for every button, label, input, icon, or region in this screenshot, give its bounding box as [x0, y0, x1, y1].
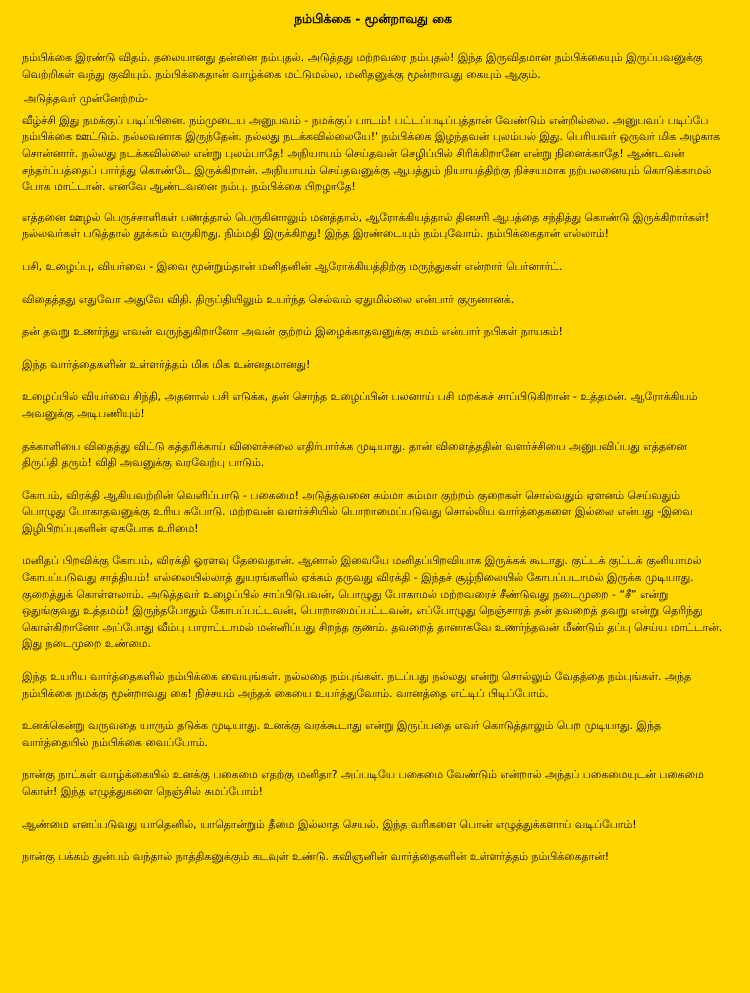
paragraph-3: பசி, உழைப்பு, வியர்வை - இவை மூன்றும்தான் மனிதனின் ஆரோக்கியத்திற்கு மருந்துகள் என்றார் பெர்னார்ட்.: [22, 259, 563, 273]
paragraph-4: விதைத்தது எதுவோ அதுவே விதி. திருப்தியிலும் உயர்ந்த செல்வம் ஏதுமில்லை என்பார் குருனானக்.: [22, 292, 515, 306]
paragraph-7: உழைப்பில் வியர்வை சிந்தி, அதனால் பசி எடுக்க, தன் சொந்த உழைப்பின் பலனாய் பசி மறக்கச் சாப்பிடுகிறான் - உத்தமன். ஆரோக்கியம் அவனுக்கு அடிபணியும்!: [22, 390, 698, 420]
page-title: நம்பிக்கை - மூன்றாவது கை: [294, 11, 452, 26]
paragraph-1: வீழ்ச்சி இது நமக்குப் படிப்பினை. நம்முடைய அனுபவம் - நமக்குப் பாடம்! பட்டப்படிப்புத்தான் வேண்டும் என்றில்லை. அனுபவப் படிப்பே நம்பிக்கை ஊட்டும். நல்லவனாக இருந்தேன். நல்லது நடக்கவில்லையே!' நம்பிக்கை இழந்தவன் புலம்பல் இது. பெரியவர் ஒருவர் மிக அழகாக சொன்னார். நல்லது நடக்கவில்லை என்று புலம்பாதே! அநியாயம் செய்தவன் செழிப்பில் சிரிக்கிறானே என்று நினைக்காதே! ஆண்டவன் சந்தர்ப்பத்தைப் பார்த்து கொண்டே இருக்கிறான். அநியாயம் செய்தவனுக்கு ஆபத்தும் நியாயத்திற்கு நிச்சயமாக நற்பலனையும் கொடுக்காமல் போக மாட்டான். எனவே ஆண்டவனை நம்பு. நம்பிக்கை பிறழாதே!: [22, 113, 721, 194]
paragraph-5: தன் தவறு உணர்ந்து எவன் வருந்துகிறானோ அவன் குற்றம் இழைக்காதவனுக்கு சமம் என்பார் நபிகள் நாயகம்!: [22, 325, 563, 339]
paragraph-2: எத்தனை ஊழல் பெருச்சாளிகள் பணத்தால் பெருகினாலும் மனத்தால், ஆரோக்கியத்தால் தினசரி ஆபத்தை சந்தித்து கொண்டு இருக்கிறார்கள்! நல்லவர்கள் படுத்தால் தூக்கம் வருகிறது. நிம்மதி இருக்கிறது! இந்த இரண்டையும் நம்புவோம். நம்பிக்கைதான் எல்லாம்!: [22, 210, 710, 241]
paragraph-10: மனிதப் பிறவிக்கு கோபம், விரக்தி ஓரளவு தேவைதான். ஆனால் இவையே மனிதப்பிறவியாக இருக்கக் கூடாது. குட்டக் குட்டக் குனியாமல் கோபப்படுவது சாத்தியம்! எல்லையில்லாத் துயரங்களில் ஏக்கம் தருவது விரக்தி - இந்தச் சூழ்நிலையில் கோபப்படாமல் இருக்க முடியாது. குறைத்துக் கொள்ளலாம். அடுத்தவர் உழைப்பில் சாப்பிடுபவன், பொழுது போகாமல் மற்றவரைச் சீண்டுவது நடைமுறை - “சீ” என்று ஒதுங்குவது உத்தமம்! இருந்தபோதும் கோபப்பட்டவன், பொறாமைப்பட்டவன், எப்போழுது நெஞ்சாரத் தன் தவறைத் தவறு என்று தெரிந்து கொள்கிறானோ அப்போது வீம்பு பாராட்டாமல் மன்னிப்பது சிறந்த குணம். தவறைத் தானாகவே உணர்ந்தவன் மீண்டும் தப்பு செய்ய மாட்டான். இது நடைமுறை உண்மை.: [22, 554, 723, 651]
paragraph-8: தக்காளியை விதைத்து விட்டு கத்தரிக்காய் விளைச்சலை எதிர்பார்க்க முடியாது. தான் விளைத்ததின் வளர்ச்சியை அனுபவிப்பது எத்தனை திருப்தி தரும்! விதி அவனுக்கு வரவேற்பு பாடும்.: [22, 439, 687, 470]
paragraph-15: நான்கு பக்கம் துன்பம் வந்தால் நாத்திகனுக்கும் கடவுள் உண்டு. கவிஞனின் வார்த்தைகளின் உள்ளர்த்தம் நம்பிக்கைதான்!: [22, 850, 610, 864]
paragraph-14: ஆண்மை எனப்படுவது யாதெனில், யாதொன்றும் தீமை இல்லாத செயல். இந்த வரிகளை பொன் எழுத்துக்களாய் வடிப்போம்!: [22, 817, 637, 831]
paragraph-13: நான்கு நாட்கள் வாழ்க்கையில் உனக்கு பகைமை எதற்கு மனிதா? அப்படியே பகைமை வேண்டும் என்றால் அந்தப் பகைமையுடன் பகைமை கொள்! இந்த எழுத்துகளை நெஞ்சில் சுமப்போம்!: [22, 768, 704, 798]
paragraph-9: கோபம், விரக்தி ஆகியவற்றின் வெளிப்பாடு - பகைமை! அடுத்தவனை சும்மா சும்மா குற்றம் குறைகள் சொல்வதும் ஏளனம் செய்வதும் பொழுது போகாதவனுக்கு உரிய சுபோடு. மற்றவன் வளர்ச்சியில் பொறாமைப்படுவது சொல்லிய வார்த்தைகளை இல்லை என்பது -இவை இழிபிறப்புகளின் ஏகபோக உரிமை!: [22, 488, 693, 535]
paragraph-6: இந்த வார்த்தைகளின் உள்ளர்த்தம் மிக மிக உன்னதமானது!: [22, 357, 311, 371]
intro-paragraph: நம்பிக்கை இரண்டு விதம். தலையானது தன்னை நம்புதல். அடுத்தது மற்றவரை நம்புதல்! இந்த இருவிதமான நம்பிக்கையும் இருப்பவனுக்கு வெற்றிகள் வந்து குவியும். நம்பிக்கைதான் வாழ்க்கை மட்டுமல்ல, மனிதனுக்கு மூன்றாவது கையும் ஆகும்.: [22, 51, 703, 81]
section-subheading: அடுத்தவர் முன்னேற்றம்-: [24, 92, 149, 106]
paragraph-11: இந்த உயரிய வார்த்தைகளில் நம்பிக்கை வையுங்கள். நல்லதை நம்புங்கள். நடப்பது நல்லது என்று சொல்லும் வேதத்தை நம்புங்கள். அந்த நம்பிக்கை நமக்கு மூன்றாவது கை! நிச்சயம் அந்தக் கையை உயர்த்துவோம். வானத்தை எட்டிப் பிடிப்போம்.: [22, 670, 692, 700]
paragraph-12: உனக்கென்று வருவதை யாரும் தடுக்க முடியாது. உனக்கு வரக்கூடாது என்று இருப்பதை எவர் கொடுத்தாலும் பெற முடியாது. இந்த வார்த்தையில் நம்பிக்கை வைப்போம்.: [22, 719, 662, 749]
